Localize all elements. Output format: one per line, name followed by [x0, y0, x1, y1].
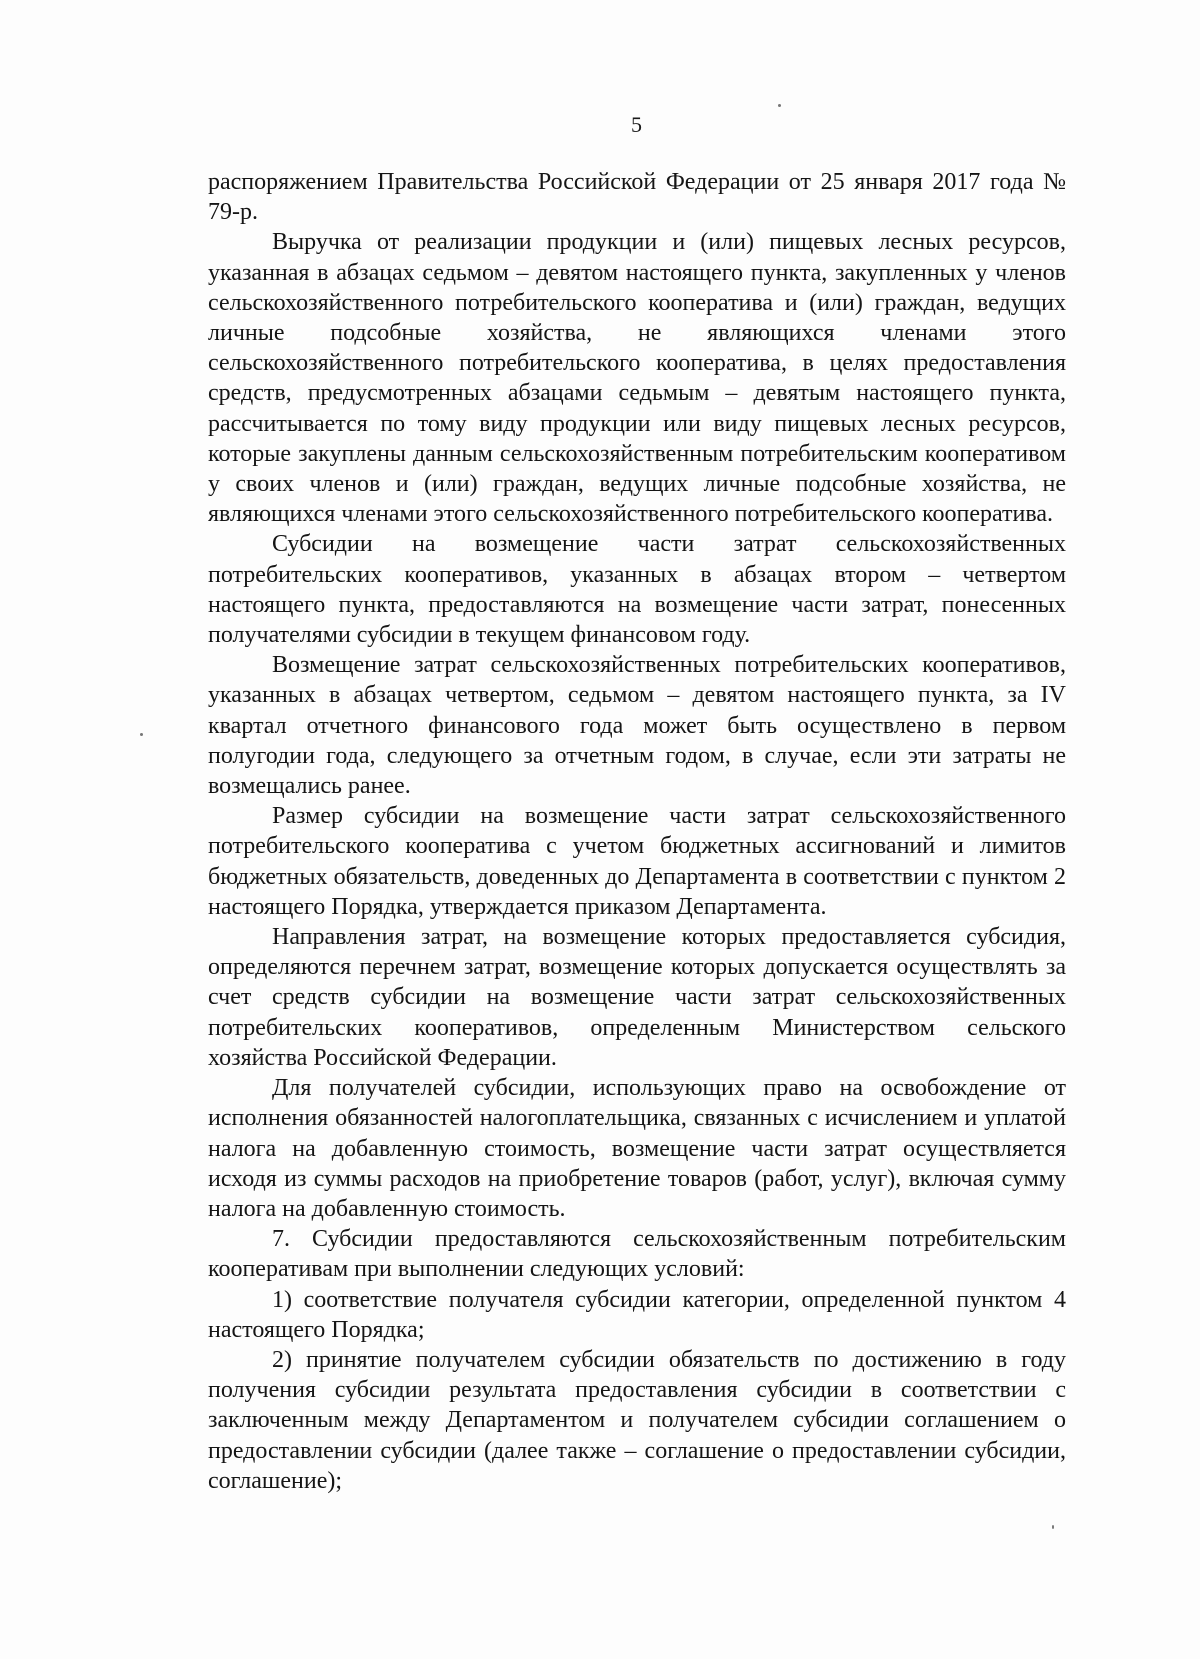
page-number: 5 — [631, 112, 642, 137]
scan-speck — [1052, 1525, 1054, 1529]
paragraph-3: Субсидии на возмещение части затрат сельскохозяйственных потребительских кооперативов, указанных в абзацах втором – четвертом настоящего пункта, предоставляются на возмещение части затрат, понесенных получателями субсидии в текущем финансовом году. — [208, 531, 1066, 649]
paragraph-7: Для получателей субсидии, использующих право на освобождение от исполнения обязанностей налогоплательщика, связанных с исчислением и уплатой налога на добавленную стоимость, возмещение части затрат осуществляется исходя из суммы расходов на приобретение товаров (работ, услуг), включая сумму налога на добавленную стоимость. — [208, 1075, 1066, 1222]
document-body — [208, 167, 1066, 1496]
paragraph-6: Направления затрат, на возмещение которых предоставляется субсидия, определяются перечнем затрат, возмещение которых допускается осуществлять за счет средств субсидии на возмещение части затрат сельскохозяйственных потребительских кооперативов, определенным Министерством сельского хозяйства Российской Федерации. — [208, 924, 1066, 1071]
paragraph-5: Размер субсидии на возмещение части затрат сельскохозяйственного потребительского кооператива с учетом бюджетных ассигнований и лимитов бюджетных обязательств, доведенных до Департамента в соответствии с пунктом 2 настоящего Порядка, утверждается приказом Департамента. — [208, 803, 1066, 920]
scan-speck — [140, 733, 143, 736]
paragraph-9: 1) соответствие получателя субсидии категории, определенной пунктом 4 настоящего Порядка; — [208, 1286, 1066, 1343]
paragraph-8: 7. Субсидии предоставляются сельскохозяйственным потребительским кооперативам при выполнении следующих условий: — [208, 1226, 1066, 1283]
paragraph-10: 2) принятие получателем субсидии обязательств по достижению в году получения субсидии результата предоставления субсидии в соответствии с заключенным между Департаментом и получателем субсидии соглашением о предоставлении субсидии (далее также – соглашение о предоставлении субсидии, соглашение); — [208, 1346, 1066, 1494]
paragraph-1: распоряжением Правительства Российской Федерации от 25 января 2017 года № 79-р. — [208, 169, 1066, 226]
scan-speck — [778, 104, 781, 107]
paragraph-2: Выручка от реализации продукции и (или) пищевых лесных ресурсов, указанная в абзацах седьмом – девятом настоящего пункта, закупленных у членов сельскохозяйственного потребительского кооператива и (или) граждан, ведущих личные подсобные хозяйства, не являющихся членами этого сельскохозяйственного потребительского кооператива, в целях предоставления средств, предусмотренных абзацами седьмым – девятым настоящего пункта, рассчитывается по тому виду продукции или виду пищевых лесных ресурсов, которые закуплены данным сельскохозяйственным потребительским кооперативом у своих членов и (или) граждан, ведущих личные подсобные хозяйства, не являющихся членами этого сельскохозяйственного потребительского кооператива. — [208, 229, 1066, 528]
paragraph-4: Возмещение затрат сельскохозяйственных потребительских кооперативов, указанных в абзацах четвертом, седьмом – девятом настоящего пункта, за IV квартал отчетного финансового года может быть осуществлено в первом полугодии года, следующего за отчетным годом, в случае, если эти затраты не возмещались ранее. — [208, 652, 1066, 800]
